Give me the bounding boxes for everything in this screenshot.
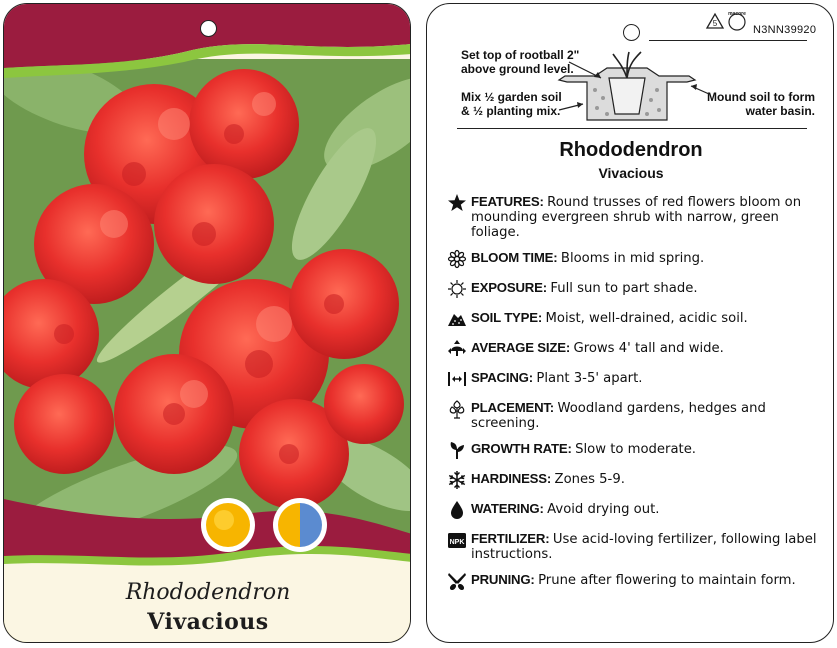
arrow-mound [687,82,711,98]
full-sun-icon [201,498,255,552]
plant-variety-bold: Vivacious [147,609,269,635]
care-attribute-fertilizer: NPK FERTILIZER: Use acid-loving fertilizer, following label instructions. [447,531,817,562]
attribute-label: GROWTH RATE [471,441,568,456]
star-icon [447,193,467,213]
svg-text:NPK: NPK [449,539,465,546]
attribute-label: HARDINESS [471,471,547,486]
attribute-label: FERTILIZER [471,531,546,546]
part-sun-icon [273,498,327,552]
front-artwork [4,4,411,643]
attribute-label: SPACING [471,370,529,385]
care-attribute-pruning: PRUNING: Prune after flowering to maintain form. [447,572,817,588]
divider [649,40,807,41]
care-attribute-placement: PLACEMENT: Woodland gardens, hedges and screening. [447,400,817,431]
care-attribute-features: FEATURES: Round trusses of red flowers bloom on mounding evergreen shrub with narrow, green foliage. [447,194,817,240]
hang-hole [200,20,217,37]
soil-icon [447,309,467,329]
attribute-text: Moist, well-drained, acidic soil. [545,311,748,326]
plant-name-italic: Rhododendron [125,580,291,605]
care-attribute-growth-rate: GROWTH RATE: Slow to moderate. [447,441,817,457]
placement-icon [447,399,467,419]
sku-code: N3NN39920 [753,24,817,36]
snowflake-icon [447,470,467,490]
plant-name: Rhododendron [559,139,703,161]
attribute-label: BLOOM TIME [471,250,554,265]
size-icon [447,339,467,359]
attribute-text: Grows 4' tall and wide. [573,341,724,356]
sun-icon [447,279,467,299]
attribute-text: Full sun to part shade. [550,281,698,296]
spacing-icon [447,369,467,389]
mound-instruction: Mound soil to form water basin. [707,90,815,118]
arrow-mix [557,100,587,114]
attribute-label: PLACEMENT [471,400,550,415]
attribute-text: Woodland gardens, hedges and screening. [471,401,766,431]
attribute-text: Blooms in mid spring. [560,251,705,266]
attribute-text: Slow to moderate. [575,442,696,457]
fertilizer-icon [447,530,467,550]
attribute-text: Use acid-loving fertilizer, following label instructions. [471,532,817,562]
care-attribute-bloom-time: BLOOM TIME: Blooms in mid spring. [447,250,817,266]
pruners-icon [447,571,467,591]
recycle-number: 5 [712,19,718,28]
sprout-icon [447,440,467,460]
flower-icon [447,249,467,269]
attribute-label: SOIL TYPE [471,310,538,325]
attribute-label: PRUNING [471,572,531,587]
rhododendron-photo [4,38,411,561]
attribute-label: FEATURES [471,194,540,209]
hang-hole [623,24,640,41]
care-attribute-average-size: AVERAGE SIZE: Grows 4' tall and wide. [447,340,817,356]
water-drop-icon [447,500,467,520]
plant-tag-front [3,3,411,643]
rootball-instruction: Set top of rootball 2" above ground level. [461,48,580,76]
attribute-label: AVERAGE SIZE [471,340,566,355]
attribute-label: WATERING [471,501,540,516]
attribute-text: Prune after flowering to maintain form. [538,573,796,588]
attribute-text: Plant 3-5' apart. [536,371,643,386]
arrow-rootball [567,60,607,82]
care-attribute-hardiness: HARDINESS: Zones 5-9. [447,471,817,487]
care-attribute-soil-type: SOIL TYPE: Moist, well-drained, acidic soil. [447,310,817,326]
attribute-text: Round trusses of red flowers bloom on mounding evergreen shrub with narrow, green foliage. [471,195,802,240]
attribute-text: Avoid drying out. [547,502,660,517]
attribute-label: EXPOSURE [471,280,543,295]
plant-variety: Vivacious [598,165,664,181]
divider [457,128,807,129]
care-attribute-watering: WATERING: Avoid drying out. [447,501,817,517]
soil-mix-instruction: Mix ½ garden soil & ½ planting mix. [461,90,562,118]
plant-tag-back [426,3,834,643]
care-attribute-exposure: EXPOSURE: Full sun to part shade. [447,280,817,296]
recycle-icon [703,10,751,32]
care-attribute-spacing: SPACING: Plant 3-5' apart. [447,370,817,386]
attribute-text: Zones 5-9. [554,472,625,487]
care-attributes [447,194,817,588]
recycle-brand: macore [728,11,746,17]
